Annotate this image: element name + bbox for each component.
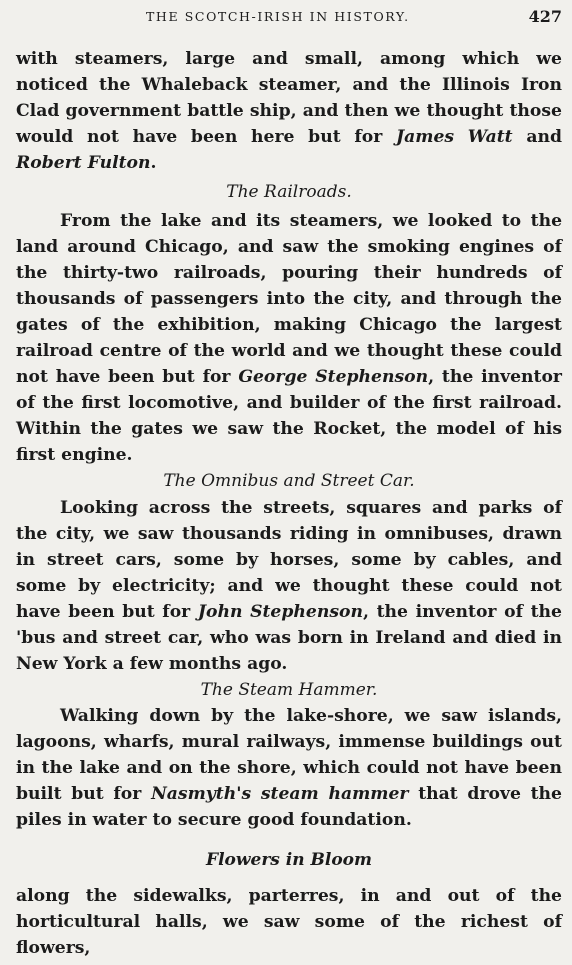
paragraph-text: From the lake and its steamers, we looked to the land around Chicago, and saw the smoking engines of the thirty-two railroads, pouring their hundreds of thousands of passengers into the city, and through the gates of the exhibition, making Chicago the largest railroad centre of the world and we thought these could not have been but for xyxy=(16,211,562,387)
paragraph-text: . xyxy=(150,153,157,173)
paragraph-flowers: along the sidewalks, parterres, in and out of the horticultural halls, we saw some of the richest of flowers, xyxy=(16,886,562,958)
person-name: George Stephenson xyxy=(238,367,429,387)
invention-name: Nasmyth's steam hammer xyxy=(151,784,409,804)
section-heading-omnibus: The Omnibus and Street Car. xyxy=(163,471,415,491)
section-heading-steam-hammer: The Steam Hammer. xyxy=(200,680,378,700)
paragraph-steamers xyxy=(16,46,562,176)
paragraph-steam-hammer xyxy=(16,703,562,833)
paragraph-text: with steamers, large and small, among which we noticed the Whaleback steamer, and the Illinois Iron Clad government battle ship, and then we thought those would not have been here but for xyxy=(16,49,562,147)
person-name: Robert Fulton xyxy=(16,153,151,173)
page-number: 427 xyxy=(528,7,562,26)
paragraph-text: Walking down by the lake-shore, we saw islands, lagoons, wharfs, mural railways, immense buildings out in the lake and on the shore, which could not have been built but for xyxy=(16,706,562,804)
paragraph-text: that drove the piles in water to secure good foundation. xyxy=(16,784,562,830)
paragraph-text: , the inventor of the 'bus and street car, who was born in Ireland and died in New York a few months ago. xyxy=(16,602,562,674)
running-title: THE SCOTCH-IRISH IN HISTORY. xyxy=(146,9,410,24)
page-body xyxy=(16,46,562,961)
paragraph-railroads xyxy=(16,208,562,468)
paragraph-text: , the inventor of the first locomotive, and builder of the first railroad. Within the gates we saw the Rocket, the model of his first engine. xyxy=(16,367,562,465)
section-heading-flowers: Flowers in Bloom xyxy=(206,850,372,870)
section-heading-railroads: The Railroads. xyxy=(226,182,352,202)
paragraph-omnibus xyxy=(16,495,562,677)
paragraph-text: Looking across the streets, squares and parks of the city, we saw thousands riding in omnibuses, drawn in street cars, some by horses, some by cables, and some by electricity; and we thought these could not have been but for xyxy=(16,498,562,622)
running-head xyxy=(16,7,562,27)
person-name: James Watt xyxy=(396,127,513,147)
paragraph-text: and xyxy=(512,127,562,147)
person-name: John Stephenson xyxy=(197,602,363,622)
